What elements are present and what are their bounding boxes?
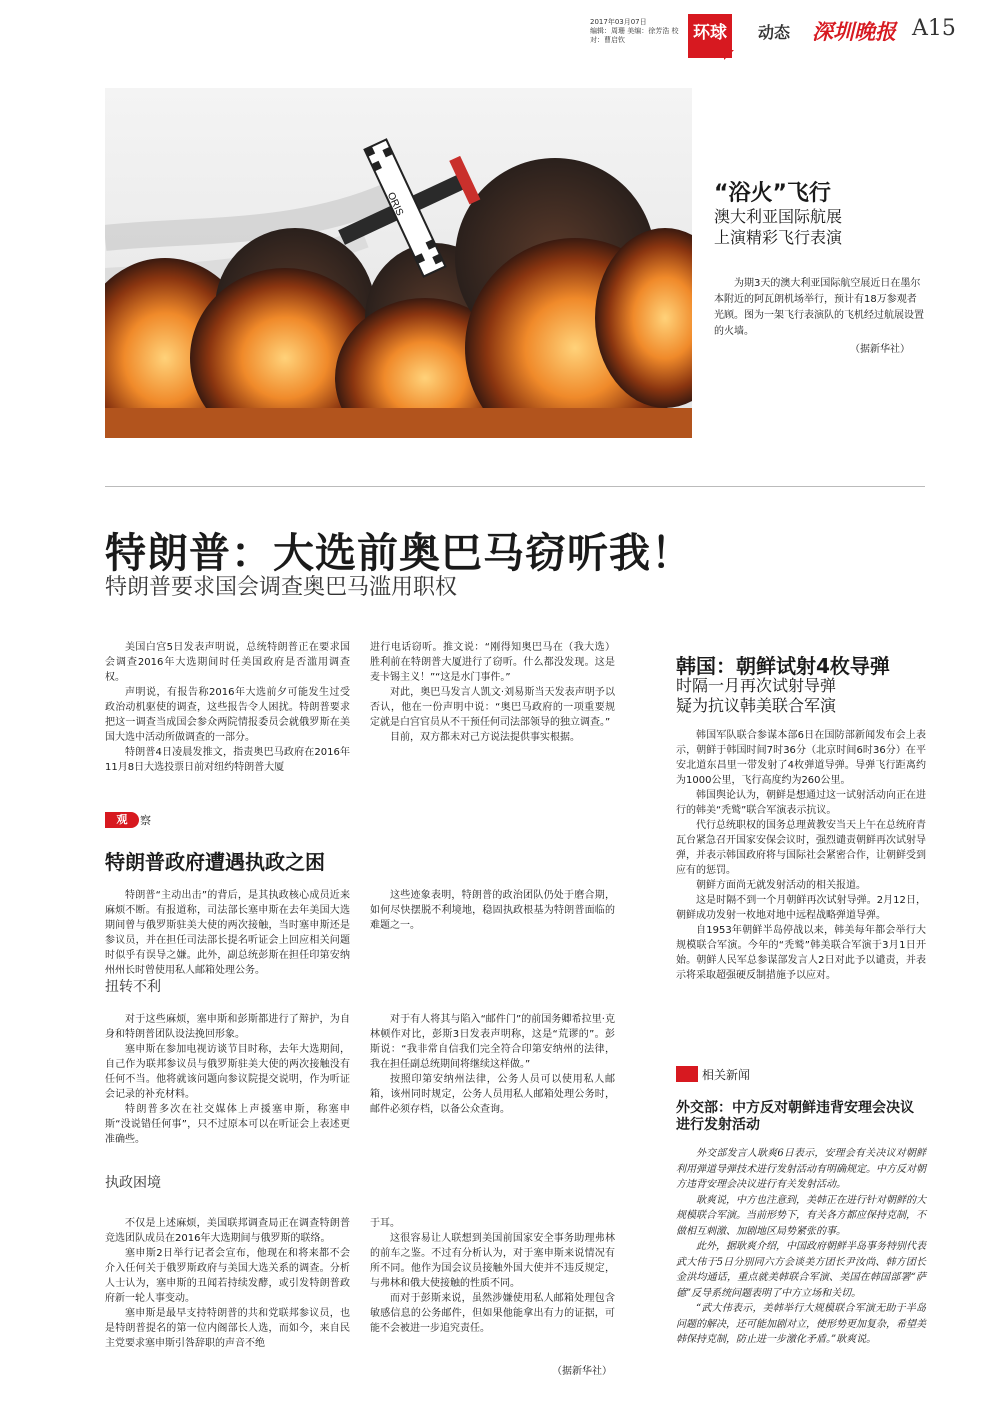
paragraph: 对此，奥巴马发言人凯文·刘易斯当天发表声明予以否认，他在一份声明中说：“奥巴马政府的一项重要规定就是白宫官员从不干预任何司法部领导的独立调查。”: [370, 687, 615, 728]
paragraph: 韩国舆论认为，朝鲜是想通过这一试射活动向正在进行的韩美“秃鹫”联合军演表示抗议。: [676, 790, 926, 816]
paragraph: 而对于彭斯来说，虽然涉嫌使用私人邮箱处理包含敏感信息的公务邮件，但如果他能拿出有力的证据，可能不会被进一步追究责任。: [370, 1293, 615, 1334]
paragraph: 特朗普“主动出击”的背后，是其执政核心成员近来麻烦不断。有报道称，司法部长塞申斯在去年美国大选期间曾与俄罗斯驻美大使的两次接触，当时塞申斯还是参议员，并在担任司法部长提名听证会上回应相关问题时似乎有误导之嫌。此外，副总统彭斯在担任印第安纳州州长时曾使用私人邮箱处理公务。: [105, 890, 350, 976]
airshow-photo: [105, 88, 692, 438]
subhead-1: 扭转不利: [105, 979, 161, 995]
photo-subtitle-line: 澳大利亚国际航展: [714, 207, 843, 226]
header-date: 2017年03月07日: [590, 18, 647, 26]
paragraph: 自1953年朝鲜半岛停战以来，韩美每年都会举行大规模联合军演。今年的“秃鹫”韩美联合军演于3月1日开始。朝鲜人民军总参谋部发言人2日对此予以谴责，并表示将采取超强硬反制措施予以应对。: [676, 925, 926, 981]
subhead-2: 执政困境: [105, 1175, 161, 1191]
related-headline: 外交部：中方反对朝鲜违背安理会决议进行发射活动: [676, 1100, 914, 1133]
paragraph: 这些迹象表明，特朗普的政治团队仍处于磨合期，如何尽快摆脱不利境地，稳固执政根基为特朗普面临的难题之一。: [370, 890, 615, 931]
paragraph: 塞申斯2日举行记者会宣布，他现在和将来都不会介入任何关于俄罗斯政府与美国大选关系的调查。分析人士认为，塞申斯的丑闻若持续发酵，或引发特朗普政府新一轮人事变动。: [105, 1248, 350, 1304]
s2-col-1: [105, 1216, 350, 1351]
observe-title: 特朗普政府遭遇执政之困: [105, 850, 325, 874]
observe-source: （据新华社）: [552, 1366, 612, 1377]
photo-subtitle-line: 上演精彩飞行表演: [714, 228, 843, 247]
main-headline: 特朗普：大选前奥巴马窃听我！: [105, 529, 693, 577]
s1-col-2: [370, 1012, 615, 1117]
paragraph: 按照印第安纳州法律，公务人员可以使用私人邮箱，该州同时规定，公务人员用私人邮箱处理公务时，邮件必须存档，以备公众查询。: [370, 1074, 615, 1115]
korea-subheadline-line: 时隔一月再次试射导弹: [676, 676, 837, 695]
paragraph: 代行总统职权的国务总理黄教安当天上午在总统府青瓦台紧急召开国家安保会议时，强烈谴责朝鲜再次试射导弹，并表示韩国政府将与国际社会紧密合作，让朝鲜受到应有的惩罚。: [676, 820, 926, 876]
section-tag-tail: [724, 50, 734, 60]
plane-logo: ORIS: [384, 190, 406, 218]
paragraph: 不仅是上述麻烦，美国联邦调查局正在调查特朗普竞选团队成员在2016年大选期间与俄罗斯的联络。: [105, 1218, 350, 1244]
paragraph: 目前，双方都未对己方说法提供事实根据。: [390, 732, 580, 743]
korea-subheadline: [676, 676, 836, 716]
paragraph: 此外，据耿爽介绍，中国政府朝鲜半岛事务特别代表武大伟于5日分别同六方会谈美方团长尹汝尚、韩方团长金洪均通话，重点就美韩联合军演、美国在韩国部署“萨德”反导系统问题表明了中方立场和关切。: [676, 1241, 926, 1299]
observe-label: 察: [140, 814, 151, 827]
paragraph: 朝鲜方面尚无就发射活动的相关报道。: [696, 880, 866, 891]
main-col-2: [370, 640, 615, 745]
header-credits: 编辑：周珊 美编：徐芳浩 校对：曹启钦: [590, 27, 679, 44]
header-info: [590, 18, 690, 45]
s2-col-2: [370, 1216, 615, 1336]
paragraph: 耿爽说，中方也注意到，美韩正在进行针对朝鲜的大规模联合军演。当前形势下，有关各方都应保持克制，不做相互刺激、加剧地区局势紧张的事。: [676, 1194, 926, 1237]
observe-intro-col-1: [105, 888, 350, 978]
paragraph: 这是时隔不到一个月朝鲜再次试射导弹。2月12日，朝鲜成功发射一枚地对地中远程战略弹道导弹。: [676, 895, 926, 921]
korea-subheadline-line: 疑为抗议韩美联合军演: [676, 696, 837, 715]
observe-badge: 观: [105, 812, 139, 828]
photo-source: （据新华社）: [850, 344, 910, 355]
s1-col-1: [105, 1012, 350, 1147]
paragraph: “武大伟表示，美韩举行大规模联合军演无助于半岛问题的解决，还可能加剧对立，使形势更加复杂，希望美韩保持克制，防止进一步激化矛盾。”耿爽说。: [676, 1303, 926, 1345]
paragraph: 塞申斯在参加电视访谈节目时称，去年大选期间，自己作为联邦参议员与俄罗斯驻美大使的两次接触没有任何不当。他将就该问题向参议院提交说明，作为听证会记录的补充材料。: [105, 1044, 350, 1100]
divider: [105, 486, 925, 487]
paragraph: 塞申斯是最早支持特朗普的共和党联邦参议员，也是特朗普提名的第一位内阁部长人选，而如今，来自民主党要求塞申斯引咎辞职的声音不绝: [105, 1308, 350, 1349]
main-col-1: [105, 640, 350, 775]
photo-title: “浴火”飞行: [714, 181, 831, 206]
newspaper-logo: 深圳晚报: [812, 19, 896, 44]
paragraph: 对于这些麻烦，塞申斯和彭斯都进行了辩护，为自身和特朗普团队设法挽回形象。: [105, 1014, 350, 1040]
related-label: 相关新闻: [702, 1068, 751, 1082]
paragraph: 于耳。: [370, 1218, 400, 1229]
related-body: [676, 1146, 926, 1348]
paragraph: 特朗普4日凌晨发推文，指责奥巴马政府在2016年11月8日大选投票日前对纽约特朗普大厦: [105, 747, 350, 773]
main-subheadline: 特朗普要求国会调查奥巴马滥用职权: [105, 575, 458, 600]
related-arrow-icon: [676, 1066, 698, 1082]
korea-headline: 韩国：朝鲜试射4枚导弹: [676, 654, 890, 678]
section-tag: 环球: [688, 14, 732, 58]
paragraph: 声明说，有报告称2016年大选前夕可能发生过受政治动机驱使的调查，这些报告令人困扰。特朗普要求把这一调查当成国会参众两院情报委员会就俄罗斯在美国大选中活动所做调查的一部分。: [105, 687, 350, 743]
paragraph: 进行电话窃听。推文说：“刚得知奥巴马在（我大选）胜利前在特朗普大厦进行了窃听。什么都没发现。这是麦卡锡主义！”“这是水门事件。”: [370, 642, 615, 683]
observe-intro-col-2: [370, 888, 615, 933]
page-number: A15: [912, 16, 956, 41]
korea-body: [676, 728, 926, 983]
paragraph: 对于有人将其与陷入“邮件门”的前国务卿希拉里·克林顿作对比，彭斯3日发表声明称，这是“荒谬的”。彭斯说：“我非常自信我们完全符合印第安纳州的法律，我在担任副总统期间将继续这样做。”: [370, 1014, 615, 1070]
airshow-photo-art: [105, 88, 692, 438]
photo-subtitle: [714, 206, 842, 248]
paragraph: 外交部发言人耿爽6日表示，安理会有关决议对朝鲜利用弹道导弹技术进行发射活动有明确规定。中方反对朝方违背安理会决议进行有关发射活动。: [676, 1148, 926, 1190]
paragraph: 韩国军队联合参谋本部6日在国防部新闻发布会上表示，朝鲜于韩国时间7时36分（北京时间6时36分）在平安北道东昌里一带发射了4枚弹道导弹。导弹飞行距离约为1000公里，飞行高度约为260公里。: [676, 730, 926, 786]
paragraph: 这很容易让人联想到美国前国家安全事务助理弗林的前车之鉴。不过有分析认为，对于塞申斯来说情况有所不同。他作为国会议员接触外国大使并不违反规定，与弗林和俄大使接触的性质不同。: [370, 1233, 615, 1289]
photo-caption: 为期3天的澳大利亚国际航空展近日在墨尔本附近的阿瓦朗机场举行，预计有18万参观者光顾。图为一架飞行表演队的飞机经过航展设置的火墙。: [714, 278, 924, 337]
section-name: 动态: [758, 23, 791, 42]
paragraph: 特朗普多次在社交媒体上声援塞申斯，称塞申斯“没说错任何事”，只不过原本可以在听证会上表述更准确些。: [105, 1104, 350, 1145]
paragraph: 美国白宫5日发表声明说，总统特朗普正在要求国会调查2016年大选期间时任美国政府是否滥用调查权。: [105, 642, 350, 683]
